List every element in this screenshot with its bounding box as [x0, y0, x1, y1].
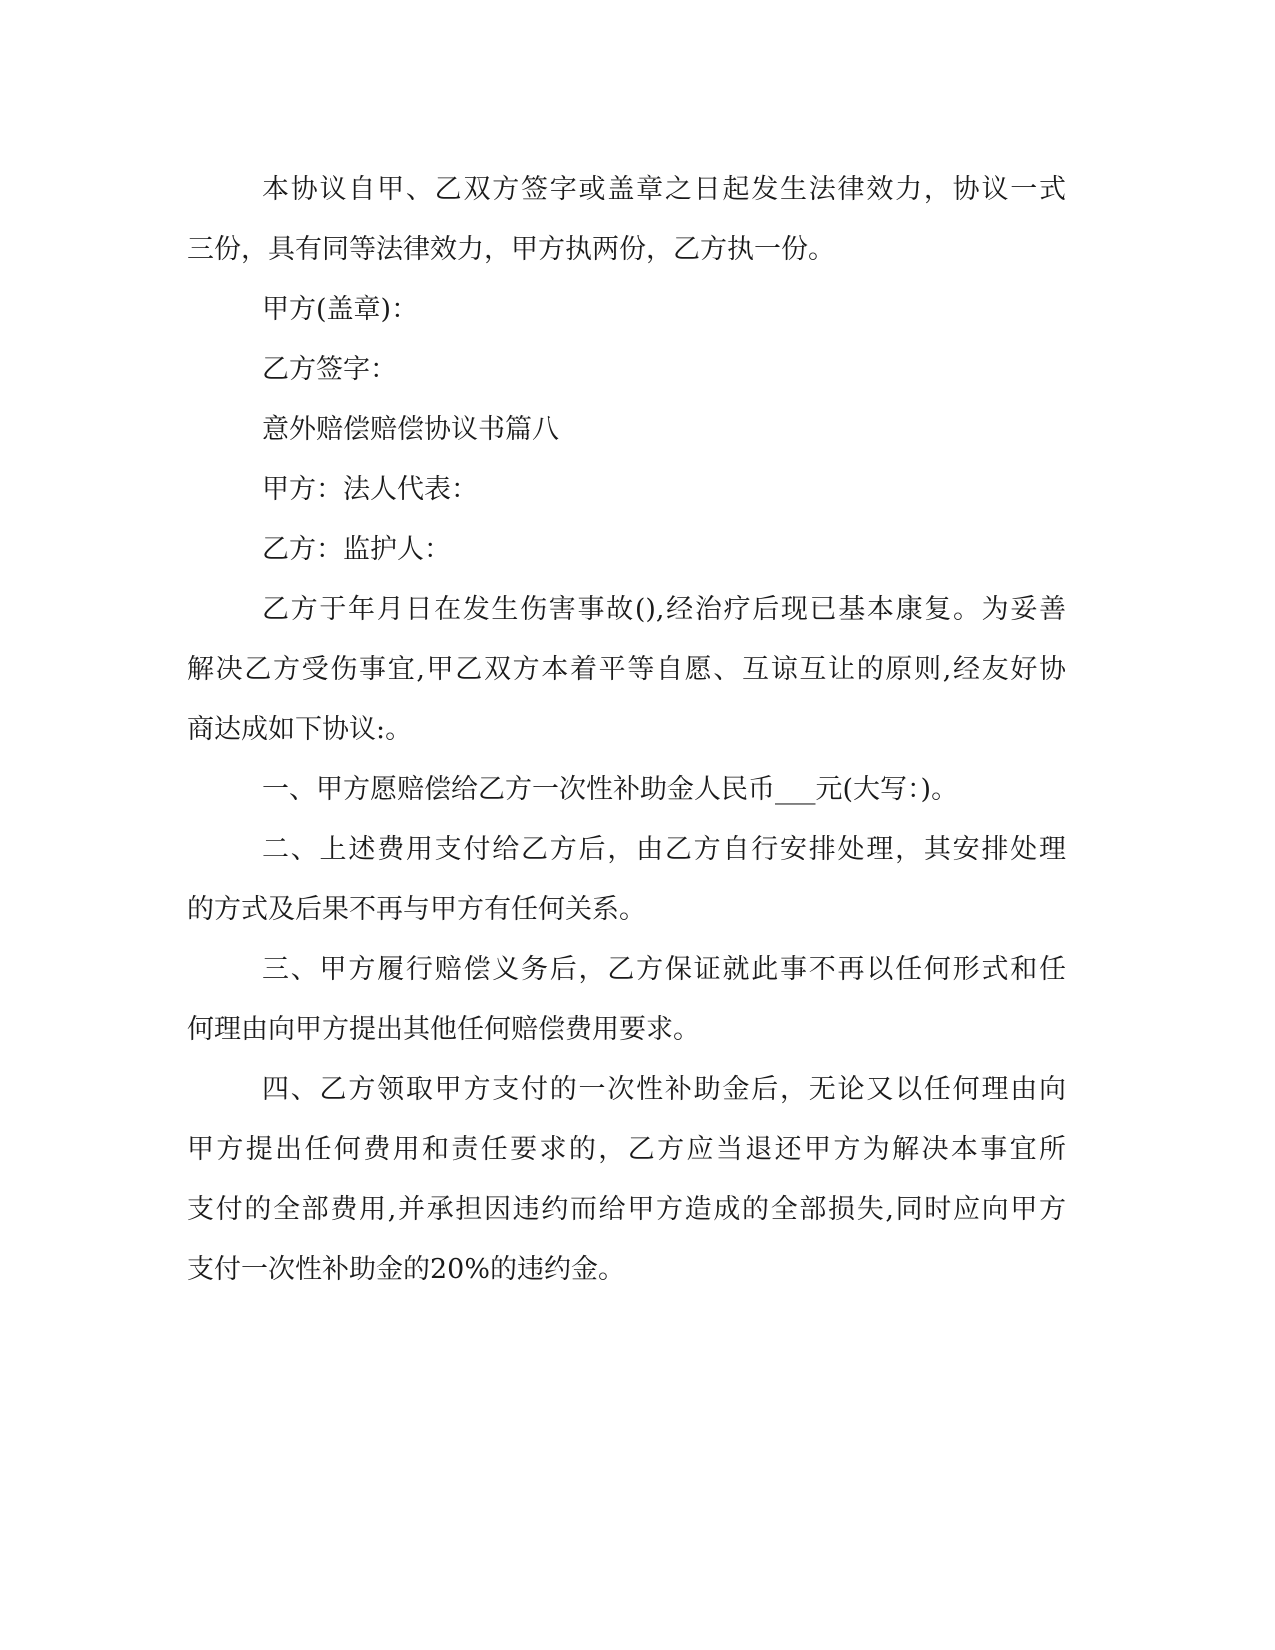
- paragraph-effectiveness-line-1: 本协议自甲、乙双方签字或盖章之日起发生法律效力，协议一式: [262, 174, 1066, 205]
- clause-4-line-3: 支付的全部费用,并承担因违约而给甲方造成的全部损失,同时应向甲方: [187, 1194, 1066, 1225]
- clause-2-line-1: 二、上述费用支付给乙方后，由乙方自行安排处理，其安排处理: [262, 834, 1066, 865]
- party-b-guardian-label: 乙方：监护人：: [262, 534, 451, 565]
- section-title: 意外赔偿赔偿协议书篇八: [262, 414, 559, 445]
- clause-4-line-2: 甲方提出任何费用和责任要求的，乙方应当退还甲方为解决本事宜所: [187, 1134, 1066, 1165]
- clause-4-line-1: 四、乙方领取甲方支付的一次性补助金后，无论又以任何理由向: [262, 1074, 1066, 1105]
- clause-2-line-2: 的方式及后果不再与甲方有任何关系。: [187, 894, 646, 925]
- clause-1: 一、甲方愿赔偿给乙方一次性补助金人民币___元(大写：)。: [262, 774, 959, 805]
- paragraph-background-line-3: 商达成如下协议:。: [187, 714, 413, 745]
- clause-3-line-1: 三、甲方履行赔偿义务后，乙方保证就此事不再以任何形式和任: [262, 954, 1066, 985]
- party-a-legal-rep-label: 甲方：法人代表：: [262, 474, 478, 505]
- party-b-signature-label: 乙方签字：: [262, 354, 397, 385]
- clause-3-line-2: 何理由向甲方提出其他任何赔偿费用要求。: [187, 1014, 700, 1045]
- clause-4-line-4: 支付一次性补助金的20%的违约金。: [187, 1254, 626, 1285]
- paragraph-background-line-1: 乙方于年月日在发生伤害事故(),经治疗后现已基本康复。为妥善: [262, 594, 1066, 625]
- paragraph-background-line-2: 解决乙方受伤事宜,甲乙双方本着平等自愿、互谅互让的原则,经友好协: [187, 654, 1066, 685]
- party-a-seal-label: 甲方(盖章)：: [262, 294, 419, 325]
- paragraph-effectiveness-line-2: 三份，具有同等法律效力，甲方执两份，乙方执一份。: [187, 234, 835, 265]
